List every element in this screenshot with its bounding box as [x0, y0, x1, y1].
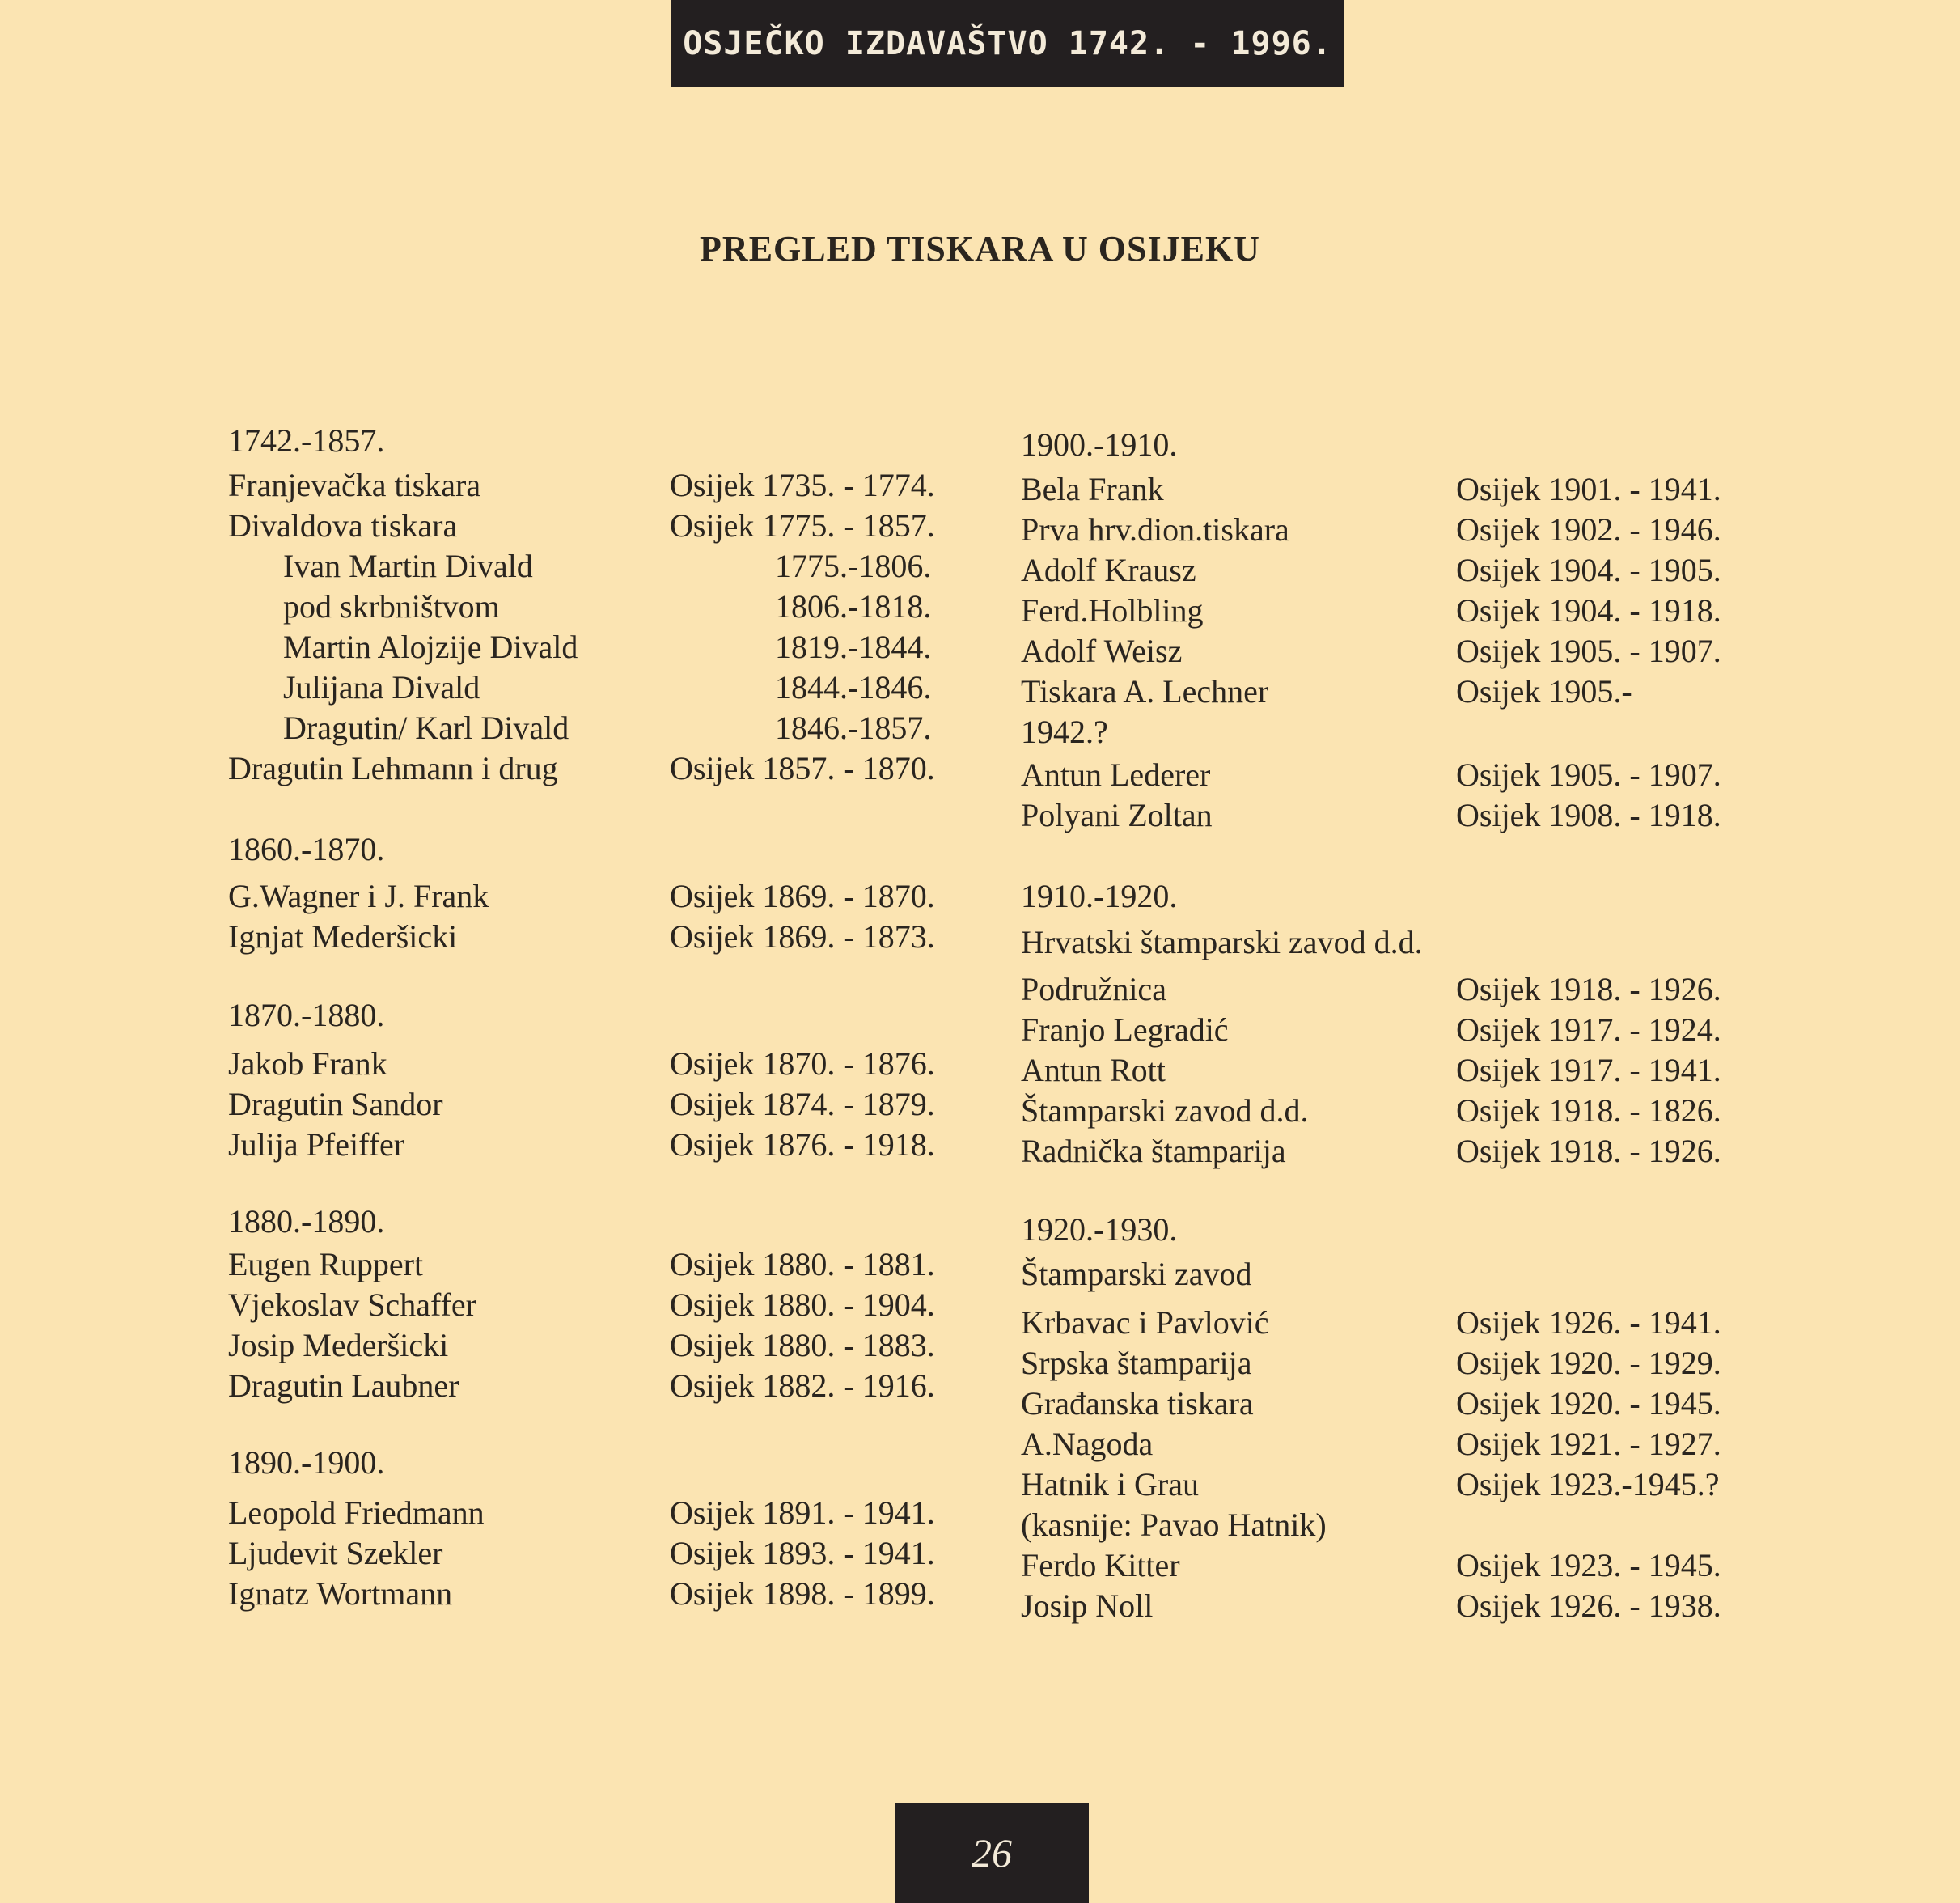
printer-dates: Osijek 1882. - 1916. — [670, 1367, 935, 1404]
period-label: 1920.-1930. — [1021, 1211, 1178, 1248]
printer-name: Dragutin Lehmann i drug — [228, 750, 558, 786]
header-title: OSJEČKO IZDAVAŠTVO 1742. - 1996. — [683, 25, 1332, 62]
printer-name: Hrvatski štamparski zavod d.d. — [1021, 924, 1423, 960]
printer-dates: Osijek 1870. - 1876. — [670, 1045, 935, 1082]
printer-dates: 1844.-1846. — [775, 669, 932, 706]
header-bar — [671, 0, 1344, 87]
printer-name: Građanska tiskara — [1021, 1385, 1254, 1422]
printer-dates: Osijek 1880. - 1883. — [670, 1327, 935, 1363]
printer-name: Dragutin/ Karl Divald — [283, 710, 569, 746]
printer-dates: 1846.-1857. — [775, 710, 932, 746]
printer-dates: Osijek 1905.- — [1456, 673, 1632, 710]
printer-name: Ferd.Holbling — [1021, 592, 1204, 629]
printer-dates: Osijek 1901. - 1941. — [1456, 471, 1721, 507]
printer-name: A.Nagoda — [1021, 1426, 1154, 1462]
printer-dates: Osijek 1880. - 1904. — [670, 1286, 935, 1323]
printer-dates: Osijek 1918. - 1926. — [1456, 971, 1721, 1007]
printer-dates: Osijek 1926. - 1938. — [1456, 1587, 1721, 1624]
printer-dates: Osijek 1857. - 1870. — [670, 750, 935, 786]
printer-name: G.Wagner i J. Frank — [228, 878, 489, 914]
printer-dates: Osijek 1917. - 1941. — [1456, 1052, 1721, 1088]
period-label: 1870.-1880. — [228, 997, 385, 1033]
printer-name: Jakob Frank — [228, 1045, 387, 1082]
printer-name: Ignatz Wortmann — [228, 1575, 453, 1612]
printer-name: Eugen Ruppert — [228, 1246, 424, 1282]
printer-dates: Osijek 1920. - 1929. — [1456, 1345, 1721, 1381]
printer-name: Tiskara A. Lechner — [1021, 673, 1269, 710]
printer-dates: Osijek 1918. - 1826. — [1456, 1092, 1721, 1129]
printer-dates: 1775.-1806. — [775, 548, 932, 584]
printer-dates: Osijek 1926. - 1941. — [1456, 1304, 1721, 1341]
printer-dates: Osijek 1923.-1945.? — [1456, 1466, 1720, 1502]
printer-name: Podružnica — [1021, 971, 1166, 1007]
printer-name: Franjo Legradić — [1021, 1011, 1229, 1048]
printer-name: Josip Noll — [1021, 1587, 1154, 1624]
printer-name: Adolf Weisz — [1021, 633, 1183, 669]
printer-name: Krbavac i Pavlović — [1021, 1304, 1269, 1341]
printer-name: Prva hrv.dion.tiskara — [1021, 511, 1289, 548]
page-number: 26 — [972, 1830, 1012, 1875]
printer-name: Polyani Zoltan — [1021, 797, 1213, 833]
printer-dates: 1806.-1818. — [775, 588, 932, 625]
printer-dates: Osijek 1902. - 1946. — [1456, 511, 1721, 548]
period-label: 1900.-1910. — [1021, 426, 1178, 463]
printer-name: Srpska štamparija — [1021, 1345, 1252, 1381]
printer-name: Franjevačka tiskara — [228, 467, 481, 503]
printer-name: Ignjat Mederšicki — [228, 918, 458, 955]
printer-dates: 1819.-1844. — [775, 629, 932, 665]
printer-name: Vjekoslav Schaffer — [228, 1286, 476, 1323]
printer-name: Štamparski zavod d.d. — [1021, 1092, 1309, 1129]
printer-dates: Osijek 1921. - 1927. — [1456, 1426, 1721, 1462]
page-title: PREGLED TISKARA U OSIJEKU — [700, 229, 1260, 269]
printer-name: Antun Lederer — [1021, 757, 1211, 793]
printer-dates: Osijek 1904. - 1918. — [1456, 592, 1721, 629]
printer-name: Dragutin Sandor — [228, 1086, 443, 1122]
period-label: 1742.-1857. — [228, 422, 385, 459]
printer-dates: Osijek 1891. - 1941. — [670, 1494, 935, 1531]
printer-dates: Osijek 1775. - 1857. — [670, 507, 935, 544]
printer-name: Martin Alojzije Divald — [283, 629, 578, 665]
printer-dates: Osijek 1869. - 1870. — [670, 878, 935, 914]
printer-dates: Osijek 1923. - 1945. — [1456, 1547, 1721, 1583]
printer-dates: Osijek 1918. - 1926. — [1456, 1133, 1721, 1169]
printer-dates: Osijek 1874. - 1879. — [670, 1086, 935, 1122]
printer-name: Ferdo Kitter — [1021, 1547, 1180, 1583]
printer-dates: Osijek 1904. - 1905. — [1456, 552, 1721, 588]
printer-dates: Osijek 1898. - 1899. — [670, 1575, 935, 1612]
printer-name: Bela Frank — [1021, 471, 1164, 507]
period-label: 1890.-1900. — [228, 1444, 385, 1481]
period-label: 1910.-1920. — [1021, 878, 1178, 914]
printer-name: Štamparski zavod — [1021, 1256, 1252, 1292]
printer-dates: Osijek 1735. - 1774. — [670, 467, 935, 503]
printer-dates: Osijek 1917. - 1924. — [1456, 1011, 1721, 1048]
printer-name: pod skrbništvom — [283, 588, 500, 625]
period-label: 1860.-1870. — [228, 831, 385, 867]
printer-name: Dragutin Laubner — [228, 1367, 459, 1404]
printer-name: 1942.? — [1021, 714, 1108, 750]
printer-dates: Osijek 1880. - 1881. — [670, 1246, 935, 1282]
period-label: 1880.-1890. — [228, 1203, 385, 1240]
printer-name: Josip Mederšicki — [228, 1327, 449, 1363]
printer-name: Ivan Martin Divald — [283, 548, 533, 584]
printer-name: Radnička štamparija — [1021, 1133, 1286, 1169]
printer-name: Julijana Divald — [283, 669, 480, 706]
page-number-box — [895, 1803, 1089, 1903]
printer-name: Ljudevit Szekler — [228, 1535, 443, 1571]
printer-name: Hatnik i Grau — [1021, 1466, 1199, 1502]
printer-name: Divaldova tiskara — [228, 507, 458, 544]
printer-name: Antun Rott — [1021, 1052, 1166, 1088]
printer-dates: Osijek 1905. - 1907. — [1456, 633, 1721, 669]
printer-name: Adolf Krausz — [1021, 552, 1196, 588]
printer-dates: Osijek 1876. - 1918. — [670, 1126, 935, 1163]
printer-dates: Osijek 1920. - 1945. — [1456, 1385, 1721, 1422]
printer-name: (kasnije: Pavao Hatnik) — [1021, 1507, 1327, 1543]
printer-dates: Osijek 1869. - 1873. — [670, 918, 935, 955]
printer-name: Leopold Friedmann — [228, 1494, 485, 1531]
printer-name: Julija Pfeiffer — [228, 1126, 405, 1163]
printer-dates: Osijek 1893. - 1941. — [670, 1535, 935, 1571]
printer-dates: Osijek 1905. - 1907. — [1456, 757, 1721, 793]
printer-dates: Osijek 1908. - 1918. — [1456, 797, 1721, 833]
